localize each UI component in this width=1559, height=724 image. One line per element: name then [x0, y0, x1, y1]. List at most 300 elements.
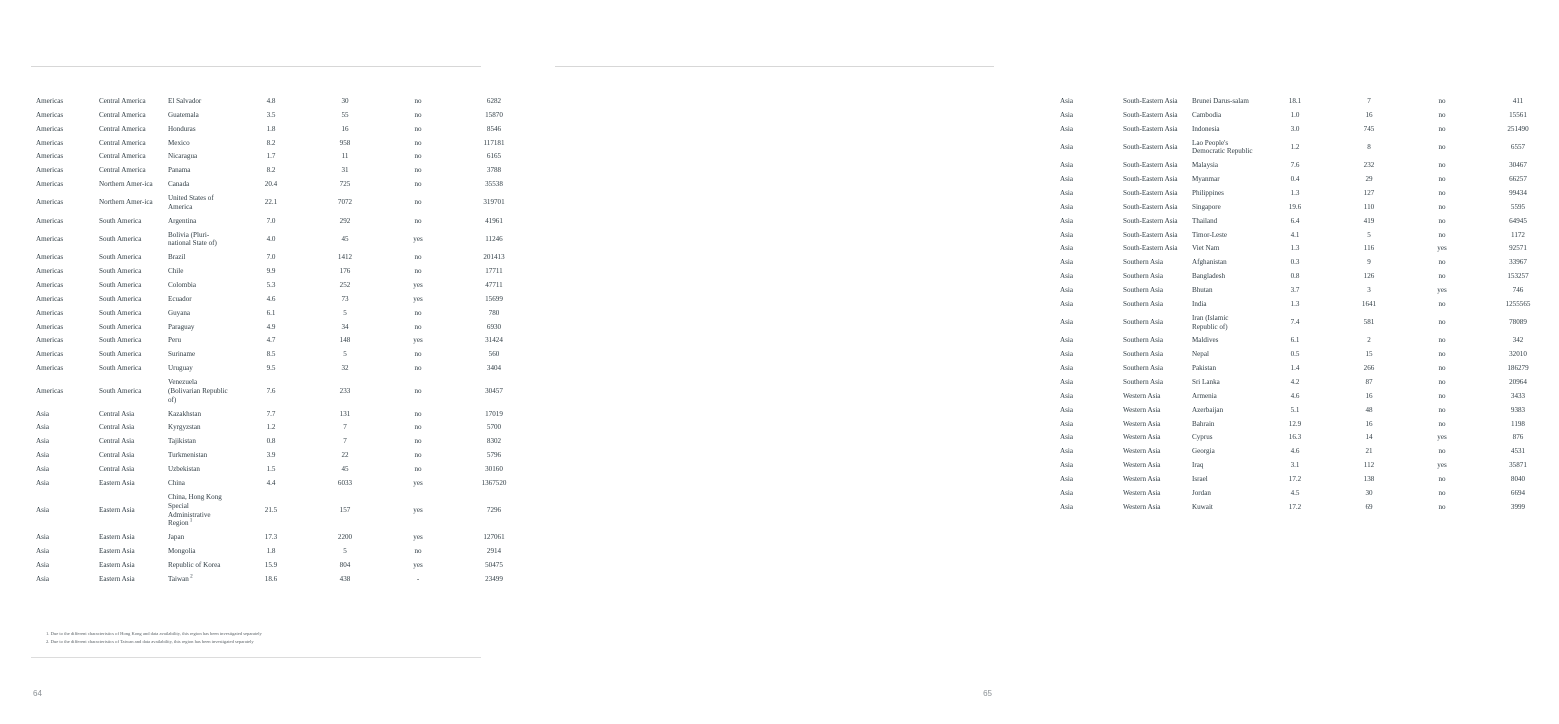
cell-flag: yes	[383, 334, 453, 347]
cell-rate: 1.0	[1259, 109, 1331, 122]
cell-population: 153257	[1478, 270, 1558, 283]
cell-rate: 4.6	[1259, 390, 1331, 403]
cell-subregion: South-Eastern Asia	[1119, 242, 1187, 255]
cell-rate: 3.0	[1259, 123, 1331, 136]
cell-flag: no	[1407, 487, 1477, 500]
cell-rate: 20.4	[235, 178, 307, 191]
cell-population: 30467	[1478, 159, 1558, 172]
cell-rate: 1.8	[235, 545, 307, 558]
cell-region: Americas	[32, 164, 94, 177]
cell-flag: no	[383, 215, 453, 228]
cell-count: 32	[308, 362, 382, 375]
cell-population: 15870	[454, 109, 534, 122]
cell-country: Brazil	[164, 251, 234, 264]
cell-flag: no	[383, 376, 453, 407]
cell-country: Cambodia	[1188, 109, 1258, 122]
cell-region: Asia	[1056, 362, 1118, 375]
cell-subregion: South America	[95, 362, 163, 375]
cell-region: Asia	[32, 408, 94, 421]
cell-country: Uruguay	[164, 362, 234, 375]
cell-count: 14	[1332, 431, 1406, 444]
cell-count: 16	[1332, 109, 1406, 122]
cell-flag: no	[383, 421, 453, 434]
cell-region: Americas	[32, 265, 94, 278]
cell-count: 45	[308, 229, 382, 251]
cell-country: Republic of Korea	[164, 559, 234, 572]
cell-subregion: Northern Amer-ica	[95, 178, 163, 191]
cell-region: Asia	[1056, 348, 1118, 361]
cell-subregion: South-Eastern Asia	[1119, 159, 1187, 172]
cell-country: Armenia	[1188, 390, 1258, 403]
cell-flag: no	[383, 307, 453, 320]
cell-rate: 19.6	[1259, 201, 1331, 214]
table-row	[1056, 334, 1558, 347]
cell-country: Ecuador	[164, 293, 234, 306]
cell-subregion: South-Eastern Asia	[1119, 123, 1187, 136]
cell-flag: no	[1407, 418, 1477, 431]
cell-subregion: Eastern Asia	[95, 545, 163, 558]
cell-country: Canada	[164, 178, 234, 191]
cell-flag: no	[383, 137, 453, 150]
cell-country: Bolivia (Pluri-national State of)	[164, 229, 234, 251]
cell-population: 6930	[454, 321, 534, 334]
table-row	[32, 463, 534, 476]
cell-population: 201413	[454, 251, 534, 264]
table-row	[1056, 418, 1558, 431]
cell-rate: 21.5	[235, 491, 307, 530]
cell-population: 746	[1478, 284, 1558, 297]
cell-population: 251490	[1478, 123, 1558, 136]
table-row	[32, 150, 534, 163]
cell-count: 419	[1332, 215, 1406, 228]
cell-region: Asia	[32, 435, 94, 448]
cell-subregion: South-Eastern Asia	[1119, 215, 1187, 228]
cell-country: Mexico	[164, 137, 234, 150]
cell-count: 7	[308, 435, 382, 448]
table-row	[32, 477, 534, 490]
cell-count: 48	[1332, 404, 1406, 417]
cell-rate: 17.2	[1259, 473, 1331, 486]
cell-region: Asia	[1056, 404, 1118, 417]
cell-population: 186279	[1478, 362, 1558, 375]
cell-rate: 7.6	[1259, 159, 1331, 172]
cell-flag: no	[1407, 95, 1477, 108]
table-row	[32, 293, 534, 306]
table-row	[32, 435, 534, 448]
cell-count: 87	[1332, 376, 1406, 389]
cell-count: 2	[1332, 334, 1406, 347]
cell-region: Americas	[32, 95, 94, 108]
cell-flag: no	[1407, 109, 1477, 122]
cell-population: 66257	[1478, 173, 1558, 186]
cell-count: 11	[308, 150, 382, 163]
cell-rate: 4.0	[235, 229, 307, 251]
cell-subregion: Central America	[95, 137, 163, 150]
cell-rate: 5.1	[1259, 404, 1331, 417]
cell-subregion: Western Asia	[1119, 501, 1187, 514]
cell-subregion: Southern Asia	[1119, 312, 1187, 334]
cell-subregion: Eastern Asia	[95, 559, 163, 572]
cell-population: 47711	[454, 279, 534, 292]
footnote-marker: 1	[188, 518, 193, 524]
cell-country: Nicaragua	[164, 150, 234, 163]
cell-population: 50475	[454, 559, 534, 572]
cell-rate: 7.0	[235, 251, 307, 264]
cell-population: 20964	[1478, 376, 1558, 389]
cell-population: 41961	[454, 215, 534, 228]
cell-subregion: South America	[95, 265, 163, 278]
table-row	[1056, 159, 1558, 172]
cell-rate: 6.4	[1259, 215, 1331, 228]
cell-count: 31	[308, 164, 382, 177]
cell-country: Jordan	[1188, 487, 1258, 500]
cell-population: 117181	[454, 137, 534, 150]
cell-rate: 1.5	[235, 463, 307, 476]
cell-flag: yes	[383, 559, 453, 572]
cell-region: Asia	[32, 421, 94, 434]
cell-subregion: Central America	[95, 109, 163, 122]
cell-population: 3433	[1478, 390, 1558, 403]
cell-country: Azerbaijan	[1188, 404, 1258, 417]
page-left	[0, 0, 512, 724]
cell-flag: no	[1407, 501, 1477, 514]
cell-country: United States of America	[164, 192, 234, 214]
cell-population: 15699	[454, 293, 534, 306]
cell-rate: 12.9	[1259, 418, 1331, 431]
cell-region: Asia	[1056, 137, 1118, 159]
cell-flag: no	[1407, 362, 1477, 375]
cell-population: 6165	[454, 150, 534, 163]
cell-count: 176	[308, 265, 382, 278]
cell-population: 78089	[1478, 312, 1558, 334]
cell-count: 725	[308, 178, 382, 191]
cell-region: Americas	[32, 321, 94, 334]
cell-country: Kazakhstan	[164, 408, 234, 421]
footer-rule-left	[31, 657, 481, 658]
cell-rate: 0.8	[1259, 270, 1331, 283]
table-row	[32, 421, 534, 434]
cell-count: 5	[308, 348, 382, 361]
cell-count: 127	[1332, 187, 1406, 200]
cell-country: China	[164, 477, 234, 490]
cell-rate: 1.8	[235, 123, 307, 136]
cell-region: Americas	[32, 109, 94, 122]
table-row	[32, 164, 534, 177]
table-row	[32, 137, 534, 150]
cell-country: Uzbekistan	[164, 463, 234, 476]
cell-count: 16	[308, 123, 382, 136]
cell-subregion: South America	[95, 334, 163, 347]
cell-population: 30457	[454, 376, 534, 407]
cell-subregion: Western Asia	[1119, 431, 1187, 444]
cell-country: Kyrgyzstan	[164, 421, 234, 434]
cell-population: 17019	[454, 408, 534, 421]
cell-rate: 0.5	[1259, 348, 1331, 361]
cell-flag: no	[1407, 348, 1477, 361]
table-row	[32, 109, 534, 122]
cell-country: Pakistan	[1188, 362, 1258, 375]
cell-subregion: Southern Asia	[1119, 362, 1187, 375]
cell-subregion: Central America	[95, 95, 163, 108]
cell-count: 34	[308, 321, 382, 334]
table-row	[1056, 376, 1558, 389]
table-row	[32, 178, 534, 191]
cell-country: Thailand	[1188, 215, 1258, 228]
cell-population: 1198	[1478, 418, 1558, 431]
cell-population: 127061	[454, 531, 534, 544]
cell-flag: no	[1407, 173, 1477, 186]
cell-population: 411	[1478, 95, 1558, 108]
cell-rate: 7.6	[235, 376, 307, 407]
cell-flag: no	[383, 251, 453, 264]
cell-rate: 1.7	[235, 150, 307, 163]
cell-rate: 8.2	[235, 164, 307, 177]
cell-count: 7072	[308, 192, 382, 214]
header-rule	[555, 66, 994, 67]
cell-country: Colombia	[164, 279, 234, 292]
table-row	[32, 279, 534, 292]
cell-rate: 9.9	[235, 265, 307, 278]
data-table-left	[31, 94, 535, 587]
cell-subregion: South-Eastern Asia	[1119, 229, 1187, 242]
cell-region: Asia	[1056, 159, 1118, 172]
table-row	[32, 307, 534, 320]
cell-flag: yes	[383, 531, 453, 544]
cell-count: 16	[1332, 418, 1406, 431]
cell-country: Chile	[164, 265, 234, 278]
cell-rate: 15.9	[235, 559, 307, 572]
table-row	[1056, 201, 1558, 214]
cell-population: 1172	[1478, 229, 1558, 242]
cell-subregion: Western Asia	[1119, 473, 1187, 486]
table-row	[1056, 173, 1558, 186]
cell-count: 745	[1332, 123, 1406, 136]
cell-country: Malaysia	[1188, 159, 1258, 172]
cell-subregion: South America	[95, 307, 163, 320]
cell-population: 92571	[1478, 242, 1558, 255]
cell-count: 55	[308, 109, 382, 122]
cell-population: 560	[454, 348, 534, 361]
cell-region: Americas	[32, 251, 94, 264]
cell-count: 21	[1332, 445, 1406, 458]
table-body-left	[32, 95, 534, 586]
cell-flag: yes	[1407, 431, 1477, 444]
table-row	[1056, 487, 1558, 500]
cell-flag: no	[1407, 473, 1477, 486]
cell-population: 1367520	[454, 477, 534, 490]
cell-subregion: South America	[95, 229, 163, 251]
cell-flag: -	[383, 573, 453, 586]
cell-country: Suriname	[164, 348, 234, 361]
cell-country: Guatemala	[164, 109, 234, 122]
cell-count: 112	[1332, 459, 1406, 472]
cell-flag: no	[1407, 187, 1477, 200]
cell-count: 29	[1332, 173, 1406, 186]
cell-count: 5	[1332, 229, 1406, 242]
cell-flag: yes	[1407, 242, 1477, 255]
cell-flag: no	[1407, 404, 1477, 417]
cell-count: 232	[1332, 159, 1406, 172]
cell-rate: 7.7	[235, 408, 307, 421]
cell-population: 5700	[454, 421, 534, 434]
cell-country: Indonesia	[1188, 123, 1258, 136]
cell-rate: 1.2	[235, 421, 307, 434]
data-table-left-wrap	[31, 94, 507, 587]
cell-region: Americas	[32, 348, 94, 361]
cell-flag: yes	[383, 279, 453, 292]
cell-flag: no	[1407, 159, 1477, 172]
cell-region: Asia	[1056, 459, 1118, 472]
cell-population: 35538	[454, 178, 534, 191]
table-row	[32, 251, 534, 264]
cell-region: Asia	[1056, 270, 1118, 283]
cell-subregion: Eastern Asia	[95, 573, 163, 586]
cell-subregion: Southern Asia	[1119, 270, 1187, 283]
table-row	[1056, 459, 1558, 472]
cell-rate: 18.6	[235, 573, 307, 586]
cell-population: 33967	[1478, 256, 1558, 269]
cell-subregion: Western Asia	[1119, 390, 1187, 403]
cell-subregion: Eastern Asia	[95, 477, 163, 490]
cell-region: Americas	[32, 362, 94, 375]
cell-region: Americas	[32, 192, 94, 214]
cell-count: 22	[308, 449, 382, 462]
cell-country: Iran (Islamic Republic of)	[1188, 312, 1258, 334]
cell-population: 876	[1478, 431, 1558, 444]
cell-rate: 3.7	[1259, 284, 1331, 297]
cell-region: Asia	[32, 531, 94, 544]
table-row	[1056, 404, 1558, 417]
cell-flag: no	[1407, 298, 1477, 311]
cell-population: 319701	[454, 192, 534, 214]
cell-subregion: Eastern Asia	[95, 491, 163, 530]
cell-subregion: South America	[95, 293, 163, 306]
cell-region: Asia	[32, 463, 94, 476]
cell-rate: 8.5	[235, 348, 307, 361]
cell-flag: no	[383, 123, 453, 136]
cell-population: 9383	[1478, 404, 1558, 417]
table-row	[1056, 95, 1558, 108]
cell-region: Asia	[1056, 201, 1118, 214]
cell-subregion: Central Asia	[95, 463, 163, 476]
cell-subregion: South America	[95, 279, 163, 292]
cell-subregion: Central Asia	[95, 421, 163, 434]
cell-count: 73	[308, 293, 382, 306]
cell-rate: 18.1	[1259, 95, 1331, 108]
table-row	[1056, 215, 1558, 228]
cell-rate: 17.2	[1259, 501, 1331, 514]
cell-count: 252	[308, 279, 382, 292]
cell-population: 7296	[454, 491, 534, 530]
cell-count: 1641	[1332, 298, 1406, 311]
cell-subregion: South America	[95, 321, 163, 334]
cell-flag: no	[383, 449, 453, 462]
cell-region: Asia	[1056, 215, 1118, 228]
cell-flag: no	[383, 435, 453, 448]
table-row	[1056, 242, 1558, 255]
cell-country: Turkmenistan	[164, 449, 234, 462]
cell-count: 69	[1332, 501, 1406, 514]
cell-subregion: South-Eastern Asia	[1119, 173, 1187, 186]
cell-count: 8	[1332, 137, 1406, 159]
cell-country: Iraq	[1188, 459, 1258, 472]
cell-country: Singapore	[1188, 201, 1258, 214]
cell-country: Afghanistan	[1188, 256, 1258, 269]
cell-population: 1255565	[1478, 298, 1558, 311]
table-row	[1056, 445, 1558, 458]
cell-count: 110	[1332, 201, 1406, 214]
cell-country: Bangladesh	[1188, 270, 1258, 283]
cell-rate: 8.2	[235, 137, 307, 150]
cell-count: 138	[1332, 473, 1406, 486]
cell-population: 30160	[454, 463, 534, 476]
table-row	[32, 348, 534, 361]
cell-flag: no	[1407, 376, 1477, 389]
cell-region: Asia	[1056, 256, 1118, 269]
cell-region: Americas	[32, 178, 94, 191]
cell-region: Asia	[1056, 312, 1118, 334]
cell-region: Americas	[32, 279, 94, 292]
cell-population: 3788	[454, 164, 534, 177]
cell-country: Argentina	[164, 215, 234, 228]
cell-country: Israel	[1188, 473, 1258, 486]
cell-flag: no	[1407, 229, 1477, 242]
cell-rate: 1.3	[1259, 242, 1331, 255]
table-row	[1056, 109, 1558, 122]
cell-rate: 3.5	[235, 109, 307, 122]
footnote-marker: 2	[188, 573, 193, 580]
cell-subregion: Northern Amer-ica	[95, 192, 163, 214]
cell-region: Asia	[1056, 109, 1118, 122]
cell-flag: no	[1407, 312, 1477, 334]
table-row	[1056, 312, 1558, 334]
cell-region: Americas	[32, 150, 94, 163]
cell-rate: 4.7	[235, 334, 307, 347]
cell-subregion: Western Asia	[1119, 445, 1187, 458]
cell-count: 126	[1332, 270, 1406, 283]
cell-count: 15	[1332, 348, 1406, 361]
cell-region: Americas	[32, 307, 94, 320]
footnote: 1. Due to the different characteristics of Hong Kong and data availability, this region has been investigated separately	[46, 631, 262, 636]
cell-population: 780	[454, 307, 534, 320]
cell-population: 8546	[454, 123, 534, 136]
cell-rate: 4.1	[1259, 229, 1331, 242]
cell-country: Lao People's Democratic Republic	[1188, 137, 1258, 159]
cell-subregion: Southern Asia	[1119, 284, 1187, 297]
cell-rate: 17.3	[235, 531, 307, 544]
cell-rate: 1.4	[1259, 362, 1331, 375]
cell-subregion: Central Asia	[95, 449, 163, 462]
cell-count: 266	[1332, 362, 1406, 375]
cell-region: Americas	[32, 376, 94, 407]
cell-count: 804	[308, 559, 382, 572]
cell-region: Asia	[32, 477, 94, 490]
cell-count: 3	[1332, 284, 1406, 297]
cell-subregion: Eastern Asia	[95, 531, 163, 544]
cell-subregion: South America	[95, 215, 163, 228]
table-row	[1056, 284, 1558, 297]
cell-country: Cyprus	[1188, 431, 1258, 444]
cell-region: Americas	[32, 137, 94, 150]
cell-region: Asia	[1056, 123, 1118, 136]
cell-region: Asia	[32, 545, 94, 558]
table-row	[32, 491, 534, 530]
cell-flag: no	[1407, 334, 1477, 347]
cell-region: Asia	[32, 559, 94, 572]
cell-count: 116	[1332, 242, 1406, 255]
cell-rate: 4.2	[1259, 376, 1331, 389]
cell-region: Americas	[32, 334, 94, 347]
